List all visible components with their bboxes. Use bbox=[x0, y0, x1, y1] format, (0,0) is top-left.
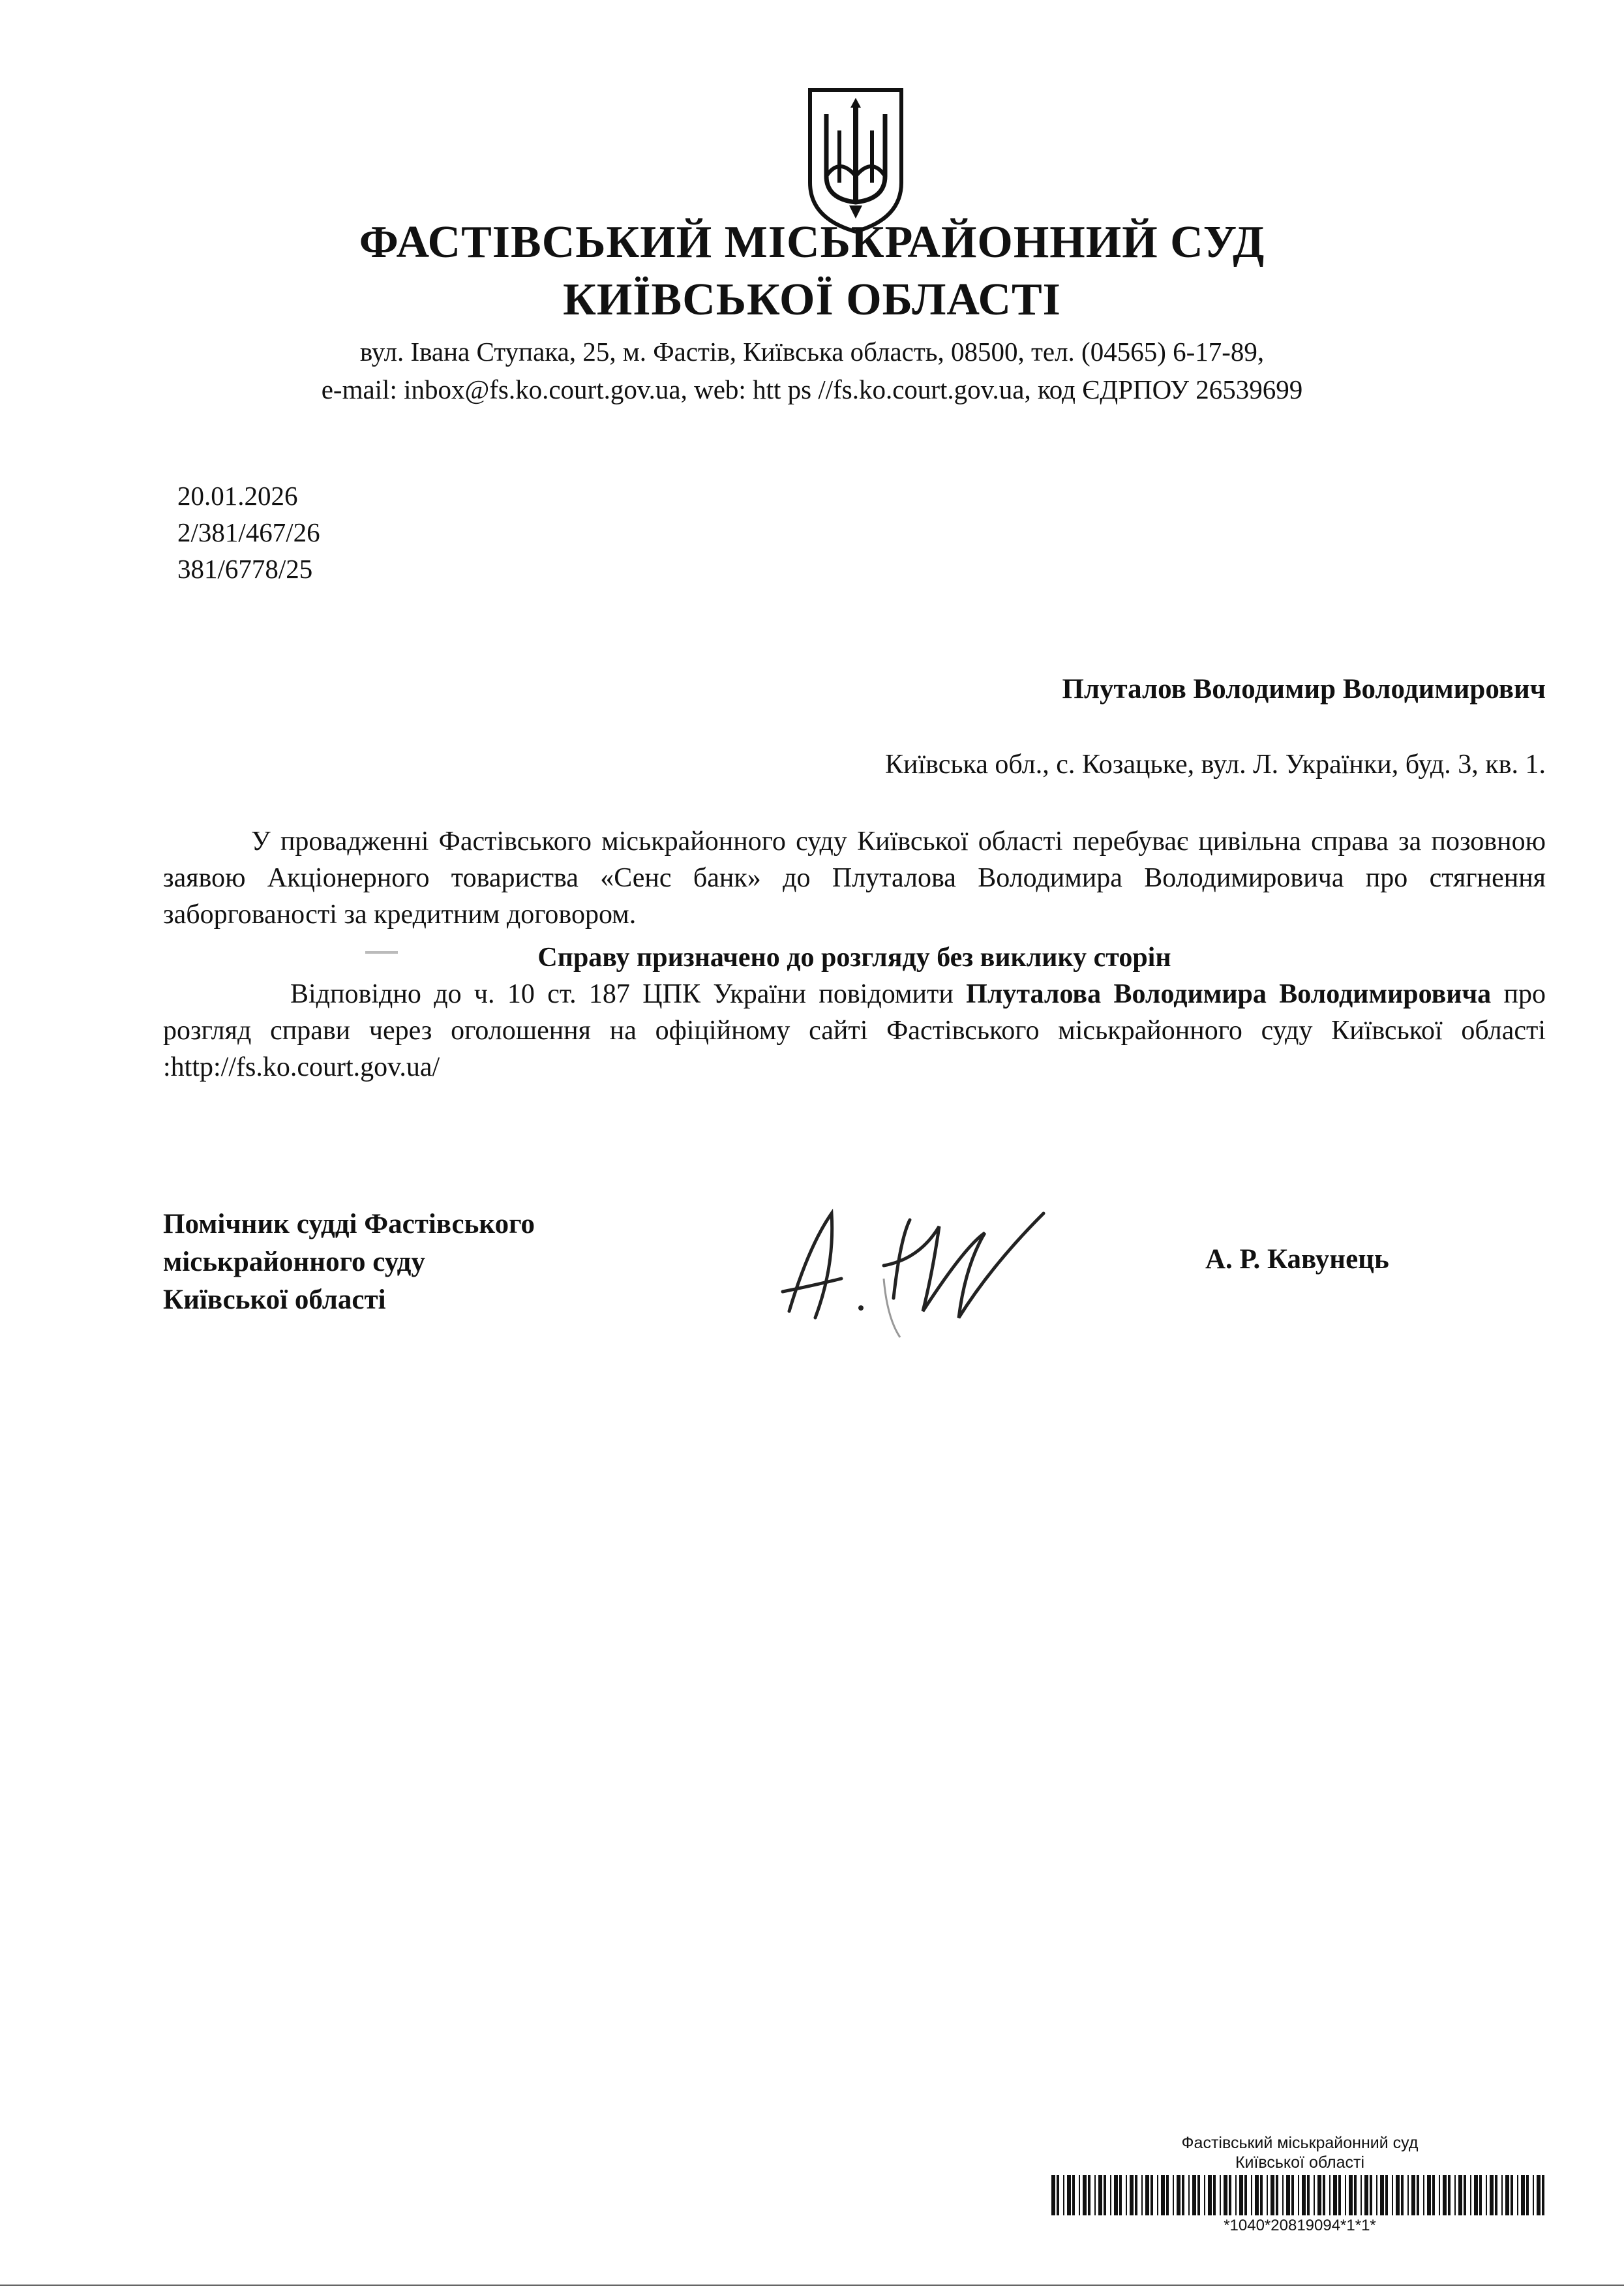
barcode-bar bbox=[1094, 2175, 1096, 2215]
barcode-bar bbox=[1454, 2175, 1456, 2215]
barcode-bar bbox=[1411, 2175, 1415, 2215]
barcode-bar bbox=[1267, 2175, 1268, 2215]
barcode-bar bbox=[1323, 2175, 1325, 2215]
case-number: 381/6778/25 bbox=[177, 554, 313, 584]
barcode-bar bbox=[1423, 2175, 1424, 2215]
barcode-bar bbox=[1376, 2175, 1377, 2215]
barcode-bar bbox=[1239, 2175, 1243, 2215]
barcode-bar bbox=[1063, 2175, 1064, 2215]
barcode-bar bbox=[1432, 2175, 1435, 2215]
barcode-bar bbox=[1385, 2175, 1388, 2215]
body-heading: Справу призначено до розгляду без виклику сторін bbox=[537, 943, 1171, 973]
barcode-bar bbox=[1380, 2175, 1384, 2215]
barcode-bar bbox=[1224, 2175, 1227, 2215]
barcode-bar bbox=[1417, 2175, 1419, 2215]
body-paragraph-2 bbox=[163, 976, 1546, 1086]
barcode-bar bbox=[1235, 2175, 1237, 2215]
barcode-bar bbox=[1067, 2175, 1071, 2215]
barcode-bar bbox=[1119, 2175, 1122, 2215]
barcode-bar bbox=[1474, 2175, 1478, 2215]
paragraph-2-part-2: про розгляд справи через оголошення на офіційному сайті Фастівського міськрайонного суду Київської області :http://fs.ko.court.gov.ua/ bbox=[163, 979, 1546, 1082]
barcode-bar bbox=[1182, 2175, 1184, 2215]
barcode-bar bbox=[1364, 2175, 1368, 2215]
barcode-bar bbox=[1291, 2175, 1294, 2215]
court-name-line2: КИЇВСЬКОЇ ОБЛАСТІ bbox=[563, 275, 1061, 325]
barcode-bar bbox=[1370, 2175, 1372, 2215]
barcode-bar bbox=[1098, 2175, 1102, 2215]
body-paragraph-1: У провадженні Фастівського міськрайонного суду Київської області перебуває цивільна справа за позовною заявою Акціонерного товариства «Сенс банк» до Плуталова Володимира Володимировича про стягнення заборгованості за кредитним договором. bbox=[163, 827, 1546, 930]
barcode-bar bbox=[1130, 2175, 1134, 2215]
addressee-name: Плуталов Володимир Володимирович bbox=[1062, 674, 1546, 705]
barcode-bar bbox=[1173, 2175, 1174, 2215]
barcode-bar bbox=[1501, 2175, 1503, 2215]
barcode-bar bbox=[1141, 2175, 1143, 2215]
barcode-bar bbox=[1150, 2175, 1153, 2215]
barcode-bar bbox=[1486, 2175, 1487, 2215]
barcode-bar bbox=[1282, 2175, 1284, 2215]
barcode-bar bbox=[1542, 2175, 1544, 2215]
barcode-bar bbox=[1079, 2175, 1080, 2215]
barcode-bar bbox=[1286, 2175, 1290, 2215]
barcode-bar bbox=[1220, 2175, 1221, 2215]
barcode-bar bbox=[1338, 2175, 1341, 2215]
barcode-bar bbox=[1479, 2175, 1482, 2215]
barcode-text: *1040*20819094*1*1* bbox=[1224, 2217, 1376, 2234]
barcode-bar bbox=[1083, 2175, 1087, 2215]
barcode-bar bbox=[1157, 2175, 1158, 2215]
barcode-bar bbox=[1443, 2175, 1447, 2215]
registration-stamp bbox=[1049, 2133, 1551, 2235]
barcode-bar bbox=[1521, 2175, 1525, 2215]
barcode-bar bbox=[1458, 2175, 1462, 2215]
barcode-bar bbox=[1302, 2175, 1306, 2215]
handwritten-signature bbox=[770, 1187, 1050, 1344]
barcode-bar bbox=[1251, 2175, 1252, 2215]
barcode-bar bbox=[1260, 2175, 1263, 2215]
contacts-line1: вул. Івана Ступака, 25, м. Фастів, Київська область, 08500, тел. (04565) 6-17-89, bbox=[359, 337, 1265, 367]
barcode-bar bbox=[1161, 2175, 1165, 2215]
barcode-bar bbox=[1329, 2175, 1331, 2215]
barcode-bar bbox=[1110, 2175, 1111, 2215]
barcode-bar bbox=[1135, 2175, 1137, 2215]
barcode-bar bbox=[1307, 2175, 1310, 2215]
bottom-rule bbox=[0, 2285, 1624, 2286]
barcode-bar bbox=[1188, 2175, 1190, 2215]
barcode-bar bbox=[1088, 2175, 1090, 2215]
barcode-bar bbox=[1317, 2175, 1321, 2215]
barcode-bar bbox=[1104, 2175, 1106, 2215]
barcode-bar bbox=[1533, 2175, 1534, 2215]
barcode-bar bbox=[1354, 2175, 1357, 2215]
barcode-bar bbox=[1526, 2175, 1529, 2215]
signer-position-line2: міськрайонного суду bbox=[163, 1247, 425, 1277]
court-name-line1: ФАСТІВСЬКИЙ МІСЬКРАЙОННИЙ СУД bbox=[359, 217, 1265, 267]
barcode-bar bbox=[1392, 2175, 1393, 2215]
signer-position-line1: Помічник судді Фастівського bbox=[163, 1209, 535, 1239]
barcode-bar bbox=[1213, 2175, 1216, 2215]
barcode-bar bbox=[1439, 2175, 1440, 2215]
barcode-bar bbox=[1495, 2175, 1497, 2215]
barcode-bar bbox=[1396, 2175, 1400, 2215]
barcode-bar bbox=[1314, 2175, 1315, 2215]
barcode-bar bbox=[1271, 2175, 1274, 2215]
trident-coat-of-arms-icon bbox=[804, 85, 908, 235]
barcode-bar bbox=[1276, 2175, 1278, 2215]
barcode-bar bbox=[1177, 2175, 1180, 2215]
barcode-bar bbox=[1051, 2175, 1055, 2215]
contacts-line2: e-mail: inbox@fs.ko.court.gov.ua, web: htt ps //fs.ko.court.gov.ua, код ЄДРПОУ 26539699 bbox=[321, 374, 1303, 404]
barcode-bar bbox=[1072, 2175, 1075, 2215]
barcode-bar bbox=[1470, 2175, 1471, 2215]
barcode-bar bbox=[1244, 2175, 1247, 2215]
barcode-bar bbox=[1208, 2175, 1212, 2215]
barcode-bar bbox=[1537, 2175, 1541, 2215]
barcode-bar bbox=[1427, 2175, 1431, 2215]
barcode-bar bbox=[1407, 2175, 1409, 2215]
barcode bbox=[1049, 2175, 1551, 2215]
barcode-bar bbox=[1126, 2175, 1127, 2215]
barcode-bar bbox=[1345, 2175, 1346, 2215]
barcode-bar bbox=[1517, 2175, 1518, 2215]
barcode-bar bbox=[1505, 2175, 1509, 2215]
barcode-bar bbox=[1229, 2175, 1231, 2215]
barcode-bar bbox=[1401, 2175, 1404, 2215]
signer-name: А. Р. Кавунець bbox=[1205, 1244, 1389, 1275]
barcode-bar bbox=[1349, 2175, 1353, 2215]
barcode-bar bbox=[1511, 2175, 1513, 2215]
barcode-bar bbox=[1490, 2175, 1494, 2215]
barcode-bar bbox=[1448, 2175, 1451, 2215]
barcode-bar bbox=[1166, 2175, 1169, 2215]
barcode-bar bbox=[1145, 2175, 1149, 2215]
signer-position bbox=[163, 1206, 535, 1319]
barcode-bar bbox=[1333, 2175, 1337, 2215]
barcode-bar bbox=[1361, 2175, 1362, 2215]
stamp-line1: Фастівський міськрайонний суд bbox=[1181, 2134, 1419, 2152]
paragraph-2-part-1: Відповідно до ч. 10 ст. 187 ЦПК України повідомити bbox=[290, 979, 967, 1009]
barcode-bar bbox=[1114, 2175, 1118, 2215]
barcode-bar bbox=[1197, 2175, 1200, 2215]
paragraph-2-bold-name: Плуталова Володимира Володимировича bbox=[966, 979, 1492, 1009]
document-date: 20.01.2026 bbox=[177, 481, 298, 511]
barcode-bar bbox=[1464, 2175, 1466, 2215]
barcode-bar bbox=[1298, 2175, 1299, 2215]
barcode-bar bbox=[1192, 2175, 1196, 2215]
outgoing-number: 2/381/467/26 bbox=[177, 517, 320, 547]
barcode-bar bbox=[1204, 2175, 1205, 2215]
barcode-bar bbox=[1057, 2175, 1059, 2215]
barcode-bar bbox=[1255, 2175, 1259, 2215]
addressee-address: Київська обл., с. Козацьке, вул. Л. Українки, буд. 3, кв. 1. bbox=[884, 750, 1546, 780]
stamp-line2: Київської області bbox=[1235, 2153, 1365, 2172]
signer-position-line3: Київської області bbox=[163, 1284, 386, 1315]
